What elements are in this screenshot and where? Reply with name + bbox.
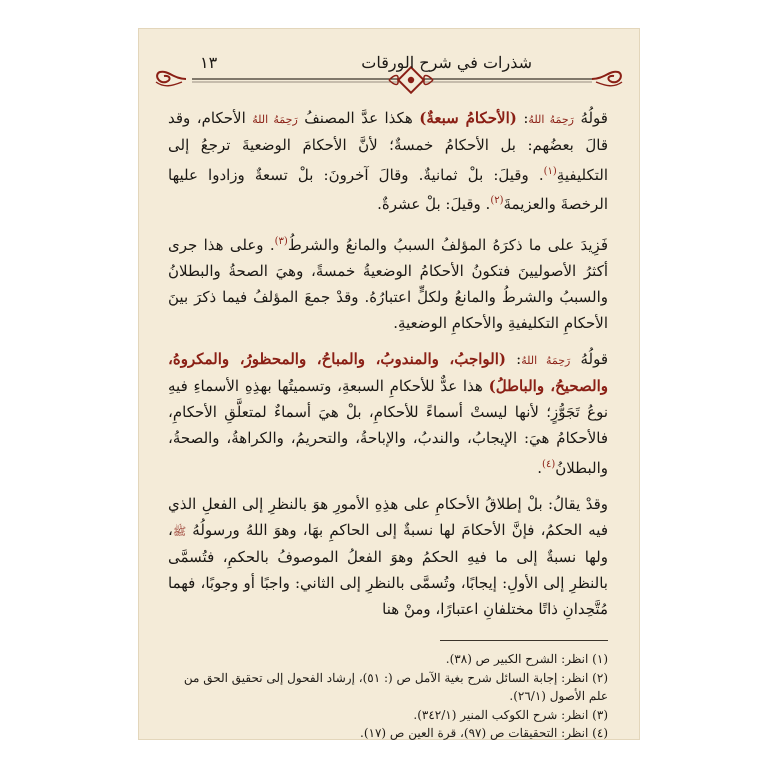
text-run: هكذا عدَّ المصنفُ [297, 109, 420, 127]
footnote-ref[interactable]: (١) [543, 165, 557, 177]
text-run: هذا عدٌّ للأحكامِ السبعةِ، وتسميتُها بهذِهِ الأسماءِ فيهِ نوعُ تَجَوُّزٍ؛ لأنها ليستْ أسماءً للأحكامِ، بلْ هيَ أسماءٌ لمتعلَّقِ الأحكامِ، فالأحكامُ هيَ: الإيجابُ، والندبُ، والإباحةُ، والتحريمُ، والكراهةُ، والصحةُ، والبطلانُ [168, 377, 608, 477]
footnote-ref[interactable]: (٢) [490, 195, 504, 207]
text-run: وقدْ يقالُ: بلْ إطلاقُ الأحكامِ على هذِهِ الأمورِ هوَ بالنظرِ إلى الفعلِ الذي فيه الحكمُ، فإنَّ الأحكامَ لها نسبةٌ إلى الحاكمِ بهَا، وهوَ اللهُ ورسولُهُ [168, 495, 608, 540]
book-page [138, 28, 640, 740]
text-run: قولُهُ [580, 109, 608, 127]
text-run: قولُهُ [580, 350, 608, 369]
matn-quote: (الواجبُ، والمندوبُ، والمباحُ، والمحظورُ، والمكروهُ، والصحيحُ، والباطلُ) [168, 350, 608, 396]
footnote-ref[interactable]: (٤) [542, 458, 556, 470]
main-text [168, 106, 608, 633]
page-number: ١٣ [200, 53, 218, 72]
text-run: . [537, 458, 543, 477]
running-title: شذرات في شرح الورقات [361, 53, 532, 72]
paragraph-1 [168, 106, 608, 218]
salutation-glyph: ﷺ [172, 525, 187, 539]
honorific: رَحِمَهُ اللهُ [521, 354, 571, 368]
paragraph-2 [168, 229, 608, 336]
footnote-4: (٤) انظر: التحقيقات ص (٩٧)، قرة العين ص (١٧). [360, 726, 608, 740]
text-run: ، ولها نسبةٌ إلى ما فيهِ الحكمُ وهوَ الفعلُ الموصوفُ بالحكمِ، فتُسمَّى بالنظرِ إلى الأولِ: إيجابًا، وتُسمَّى بالنظرِ إلى الثاني: واجبًا أو وجوبًا، فهما مُتَّحِدانِ ذاتًا مختلفانِ اعتبارًا، ومنْ هنا [168, 521, 608, 618]
text-run: الأحكام، وقد قالَ بعضُهم: بل الأحكامُ خمسةٌ؛ لأنَّ الأحكامَ الوضعيةَ ترجعُ إلى التكليفيةِ [168, 109, 608, 184]
text-run: . وقيلَ: بلْ عشرةٌ. [377, 195, 491, 214]
footnote-2: (٢) انظر: إجابة السائل شرح بغية الآمل ص (: ٥١)، إرشاد الفحول إلى تحقيق الحق من علم الأصول (٢٦/١). [183, 670, 608, 703]
text-run: : [506, 350, 522, 369]
footnote-separator [440, 640, 608, 641]
paragraph-3 [168, 347, 608, 481]
page-header [152, 42, 626, 94]
paragraph-4 [168, 492, 608, 622]
text-run: . وعلى هذا جرى أكثرُ الأصوليينَ فتكونُ الأحكامُ الوضعيةُ خمسةً، وهيَ الصحةُ والبطلانُ والسببُ والشرطُ والمانعُ ولكلٍّ اعتبارُهُ. وقدْ جمعَ المؤلفُ فيما ذكرَ بينَ الأحكامِ التكليفيةِ والأحكامِ الوضعيةِ. [168, 236, 608, 332]
matn-quote: (الأحكامُ سبعةٌ) [419, 109, 517, 127]
footnote-ref[interactable]: (٣) [274, 236, 288, 248]
honorific: رَحِمَهُ اللهُ [252, 113, 298, 126]
footnote-3: (٣) انظر: شرح الكوكب المنير (٣٤٢/١). [413, 707, 608, 722]
footnote-1: (١) انظر: الشرح الكبير ص (٣٨). [445, 652, 608, 666]
honorific: رَحِمَهُ اللهُ [528, 113, 574, 126]
footnotes [168, 650, 608, 743]
text-run: فَزِيدَ على ما ذكرَهُ المؤلفُ السببُ والمانعُ والشرطُ [287, 236, 609, 255]
text-run: : [516, 109, 529, 127]
text-run: . وقيلَ: بلْ ثمانيةٌ. وقالَ آخرونَ: بلْ تسعةٌ وزادوا عليها الرخصةَ والعزيمةَ [168, 165, 608, 214]
